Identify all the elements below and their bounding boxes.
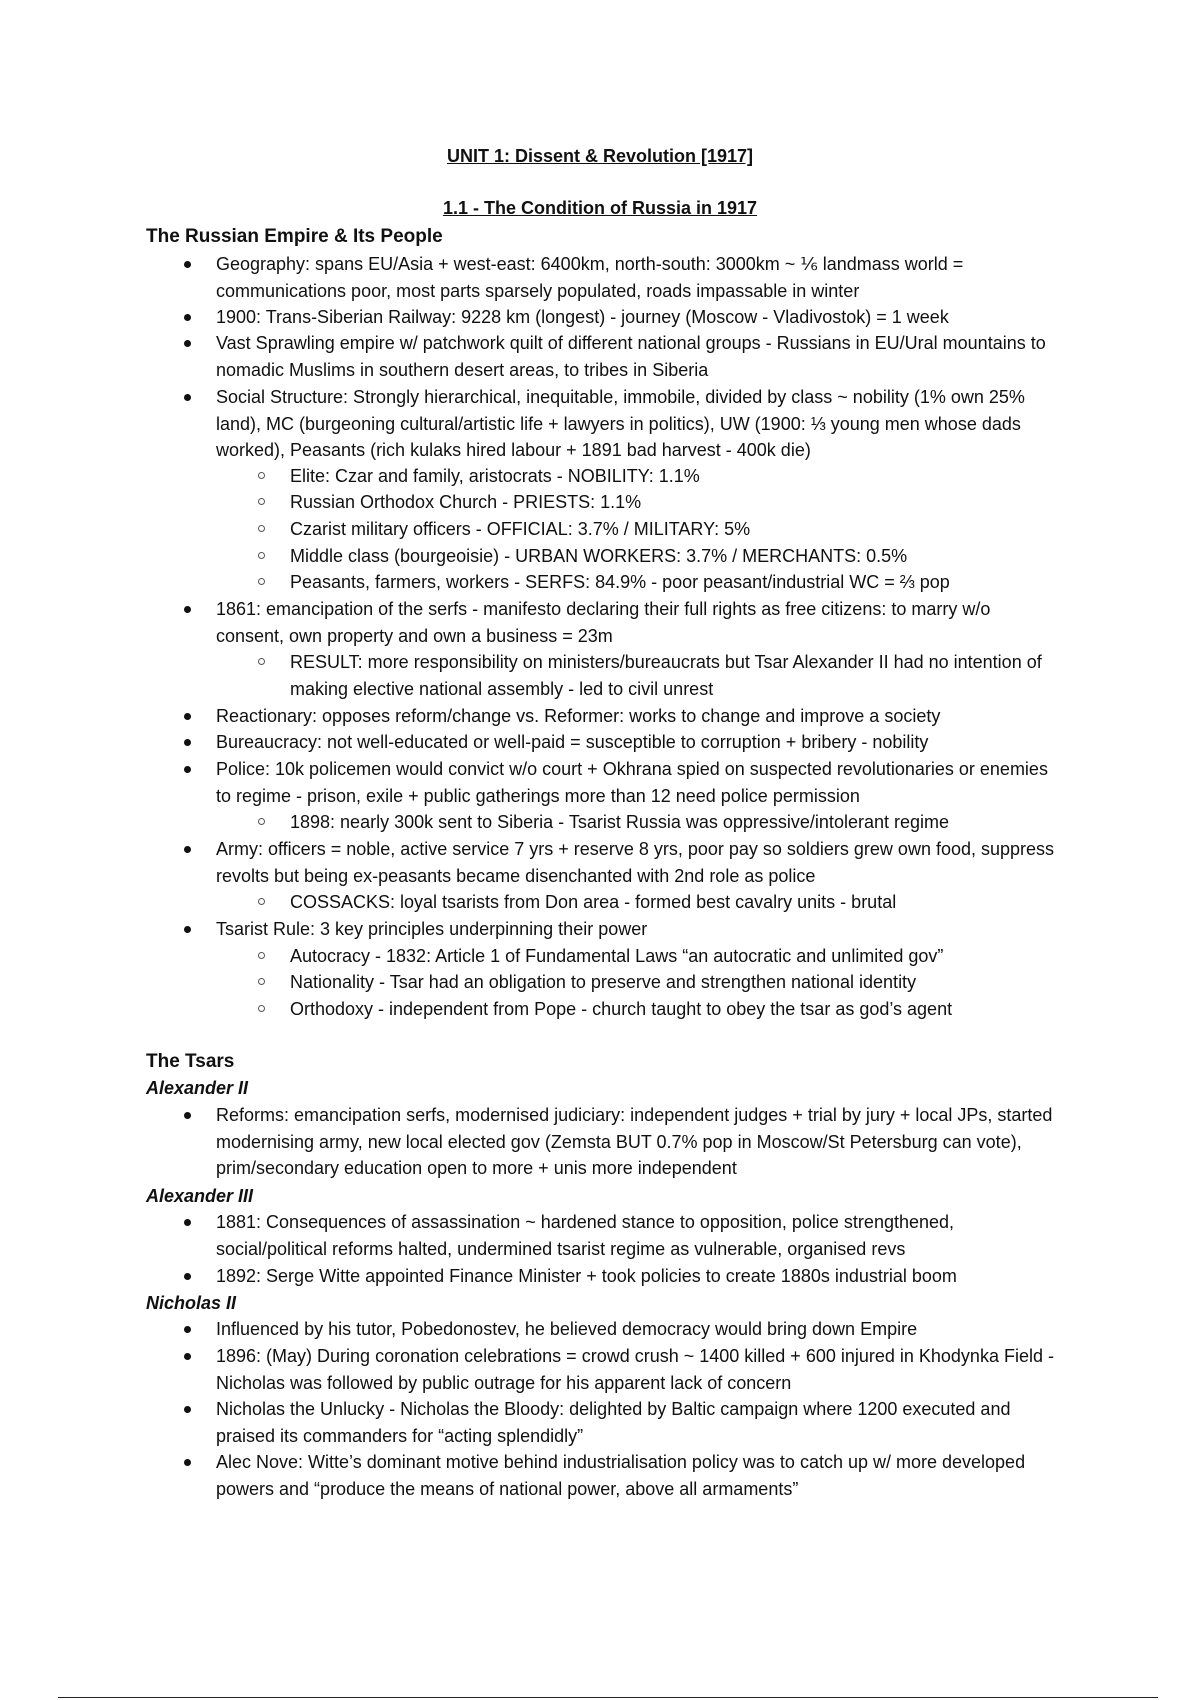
bullet-reactionary: Reactionary: opposes reform/change vs. Reformer: works to change and improve a society	[216, 703, 1056, 730]
bullet-army: Army: officers = noble, active service 7 yrs + reserve 8 yrs, poor pay so soldiers grew own food, suppress revolts but being ex-peasants became disenchanted with 2nd role as police	[216, 836, 1056, 889]
bullet-alexander-ii-reforms: Reforms: emancipation serfs, modernised judiciary: independent judges + trial by jury + local JPs, started modernising army, new local elected gov (Zemsta BUT 0.7% pop in Moscow/St Petersburg can vote), prim/secondary education open to more + unis more independent	[216, 1102, 1056, 1182]
tsars-heading: The Tsars	[146, 1051, 235, 1072]
sub-bullet-church: Russian Orthodox Church - PRIESTS: 1.1%	[290, 489, 1060, 516]
unit-title: UNIT 1: Dissent & Revolution [1917]	[446, 146, 754, 166]
section-subtitle: 1.1 - The Condition of Russia in 1917	[442, 198, 758, 218]
sub-bullet-officers: Czarist military officers - OFFICIAL: 3.7% / MILITARY: 5%	[290, 516, 1060, 543]
empire-heading: The Russian Empire & Its People	[146, 226, 443, 247]
bullet-railway: 1900: Trans-Siberian Railway: 9228 km (longest) - journey (Moscow - Vladivostok) = 1 week	[216, 304, 1056, 331]
sub-bullet-siberia: 1898: nearly 300k sent to Siberia - Tsarist Russia was oppressive/intolerant regime	[290, 809, 1060, 836]
bullet-geography: Geography: spans EU/Asia + west-east: 6400km, north-south: 3000km ~ ⅙ landmass world = communications poor, most parts sparsely populated, roads impassable in winter	[216, 251, 1056, 304]
sub-bullet-result: RESULT: more responsibility on ministers/bureaucrats but Tsar Alexander II had no intention of making elective national assembly - led to civil unrest	[290, 649, 1060, 702]
bullet-pobedonostev: Influenced by his tutor, Pobedonostev, he believed democracy would bring down Empire	[216, 1316, 1056, 1343]
nicholas-ii-heading: Nicholas II	[146, 1293, 237, 1313]
bullet-police: Police: 10k policemen would convict w/o court + Okhrana spied on suspected revolutionaries or enemies to regime - prison, exile + public gatherings more than 12 need police permission	[216, 756, 1056, 809]
bullet-coronation: 1896: (May) During coronation celebrations = crowd crush ~ 1400 killed + 600 injured in Khodynka Field - Nicholas was followed by public outrage for his apparent lack of concern	[216, 1343, 1056, 1396]
bullet-bureaucracy: Bureaucracy: not well-educated or well-paid = susceptible to corruption + bribery - nobility	[216, 729, 1056, 756]
sub-bullet-elite: Elite: Czar and family, aristocrats - NOBILITY: 1.1%	[290, 463, 1060, 490]
sub-bullet-peasants: Peasants, farmers, workers - SERFS: 84.9% - poor peasant/industrial WC = ⅔ pop	[290, 569, 1060, 596]
sub-bullet-autocracy: Autocracy - 1832: Article 1 of Fundamental Laws “an autocratic and unlimited gov”	[290, 943, 1060, 970]
sub-bullet-cossacks: COSSACKS: loyal tsarists from Don area - formed best cavalry units - brutal	[290, 889, 1060, 916]
sub-bullet-orthodoxy: Orthodoxy - independent from Pope - church taught to obey the tsar as god’s agent	[290, 996, 1060, 1023]
sub-bullet-middle-class: Middle class (bourgeoisie) - URBAN WORKERS: 3.7% / MERCHANTS: 0.5%	[290, 543, 1060, 570]
alexander-ii-heading: Alexander II	[146, 1078, 249, 1098]
bullet-tsarist-rule: Tsarist Rule: 3 key principles underpinning their power	[216, 916, 1056, 943]
bullet-emancipation: 1861: emancipation of the serfs - manifesto declaring their full rights as free citizens: to marry w/o consent, own property and own a business = 23m	[216, 596, 1056, 649]
bullet-alec-nove: Alec Nove: Witte’s dominant motive behind industrialisation policy was to catch up w/ more developed powers and “produce the means of national power, above all armaments”	[216, 1449, 1056, 1502]
bullet-nicholas-bloody: Nicholas the Unlucky - Nicholas the Bloody: delighted by Baltic campaign where 1200 executed and praised its commanders for “acting splendidly”	[216, 1396, 1056, 1449]
bullet-social-structure: Social Structure: Strongly hierarchical, inequitable, immobile, divided by class ~ nobility (1% own 25% land), MC (burgeoning cultural/artistic life + lawyers in politics), UW (1900: ⅓ young men whose dads worked), Peasants (rich kulaks hired labour + 1891 bad harvest - 400k die)	[216, 384, 1056, 464]
bullet-empire-groups: Vast Sprawling empire w/ patchwork quilt of different national groups - Russians in EU/Ural mountains to nomadic Muslims in southern desert areas, to tribes in Siberia	[216, 330, 1056, 383]
bullet-witte: 1892: Serge Witte appointed Finance Minister + took policies to create 1880s industrial boom	[216, 1263, 1056, 1290]
sub-bullet-nationality: Nationality - Tsar had an obligation to preserve and strengthen national identity	[290, 969, 1060, 996]
footer-rule	[58, 1697, 1158, 1698]
alexander-iii-heading: Alexander III	[146, 1186, 254, 1206]
bullet-assassination: 1881: Consequences of assassination ~ hardened stance to opposition, police strengthened, social/political reforms halted, undermined tsarist regime as vulnerable, organised revs	[216, 1209, 1056, 1262]
